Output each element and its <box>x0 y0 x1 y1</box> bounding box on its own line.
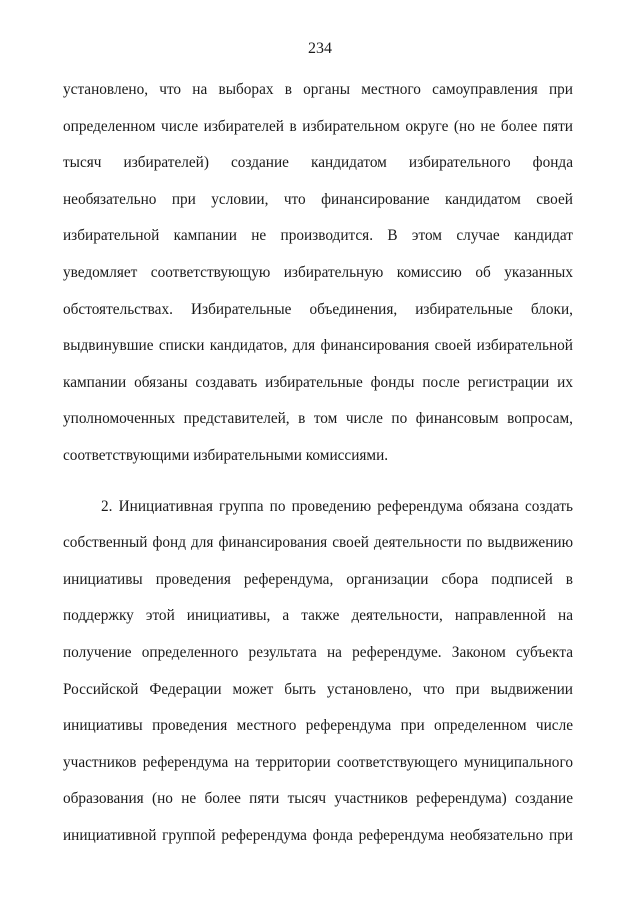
text-line: инициативы проведения местного референдума при определенном числе <box>63 717 573 735</box>
text-line: тысяч избирателей) создание кандидатом избирательного фонда <box>63 154 573 172</box>
text-line: кампании обязаны создавать избирательные фонды после регистрации их <box>63 373 573 391</box>
text-line: установлено, что на выборах в органы местного самоуправления при <box>63 81 573 98</box>
text-line: Российской Федерации может быть установлено, что при выдвижении <box>63 680 573 698</box>
text-line: необязательно при условии, что финансирование кандидатом своей <box>63 190 573 208</box>
page-number: 234 <box>308 40 332 57</box>
text-line: обстоятельствах. Избирательные объединения, избирательные блоки, <box>63 300 573 318</box>
paragraph-2 <box>63 493 573 859</box>
paragraph-1 <box>63 76 573 479</box>
text-line: выдвинувшие списки кандидатов, для финансирования своей избирательной <box>63 337 573 355</box>
text-line: инициативы проведения референдума, организации сбора подписей в <box>63 570 573 588</box>
text-line: уведомляет соответствующую избирательную комиссию об указанных <box>63 263 573 281</box>
text-line: инициативной группой референдума фонда референдума необязательно при <box>63 826 573 844</box>
text-line: получение определенного результата на референдуме. Законом субъекта <box>63 643 573 661</box>
text-line: уполномоченных представителей, в том числе по финансовым вопросам, <box>63 410 573 428</box>
text-line: определенном числе избирателей в избирательном округе (но не более пяти <box>63 117 573 135</box>
text-line: собственный фонд для финансирования своей деятельности по выдвижению <box>63 534 573 552</box>
document-body <box>63 76 573 858</box>
text-line: соответствующими избирательными комиссиями. <box>63 446 389 464</box>
text-line: образования (но не более пяти тысяч участников референдума) создание <box>63 790 573 808</box>
text-line: участников референдума на территории соответствующего муниципального <box>63 753 573 771</box>
text-line: избирательной кампании не производится. В этом случае кандидат <box>63 227 573 245</box>
text-line: 2. Инициативная группа по проведению референдума обязана создать <box>101 497 573 515</box>
paragraph-spacer <box>63 479 573 493</box>
text-line: поддержку этой инициативы, а также деятельности, направленной на <box>63 607 573 625</box>
